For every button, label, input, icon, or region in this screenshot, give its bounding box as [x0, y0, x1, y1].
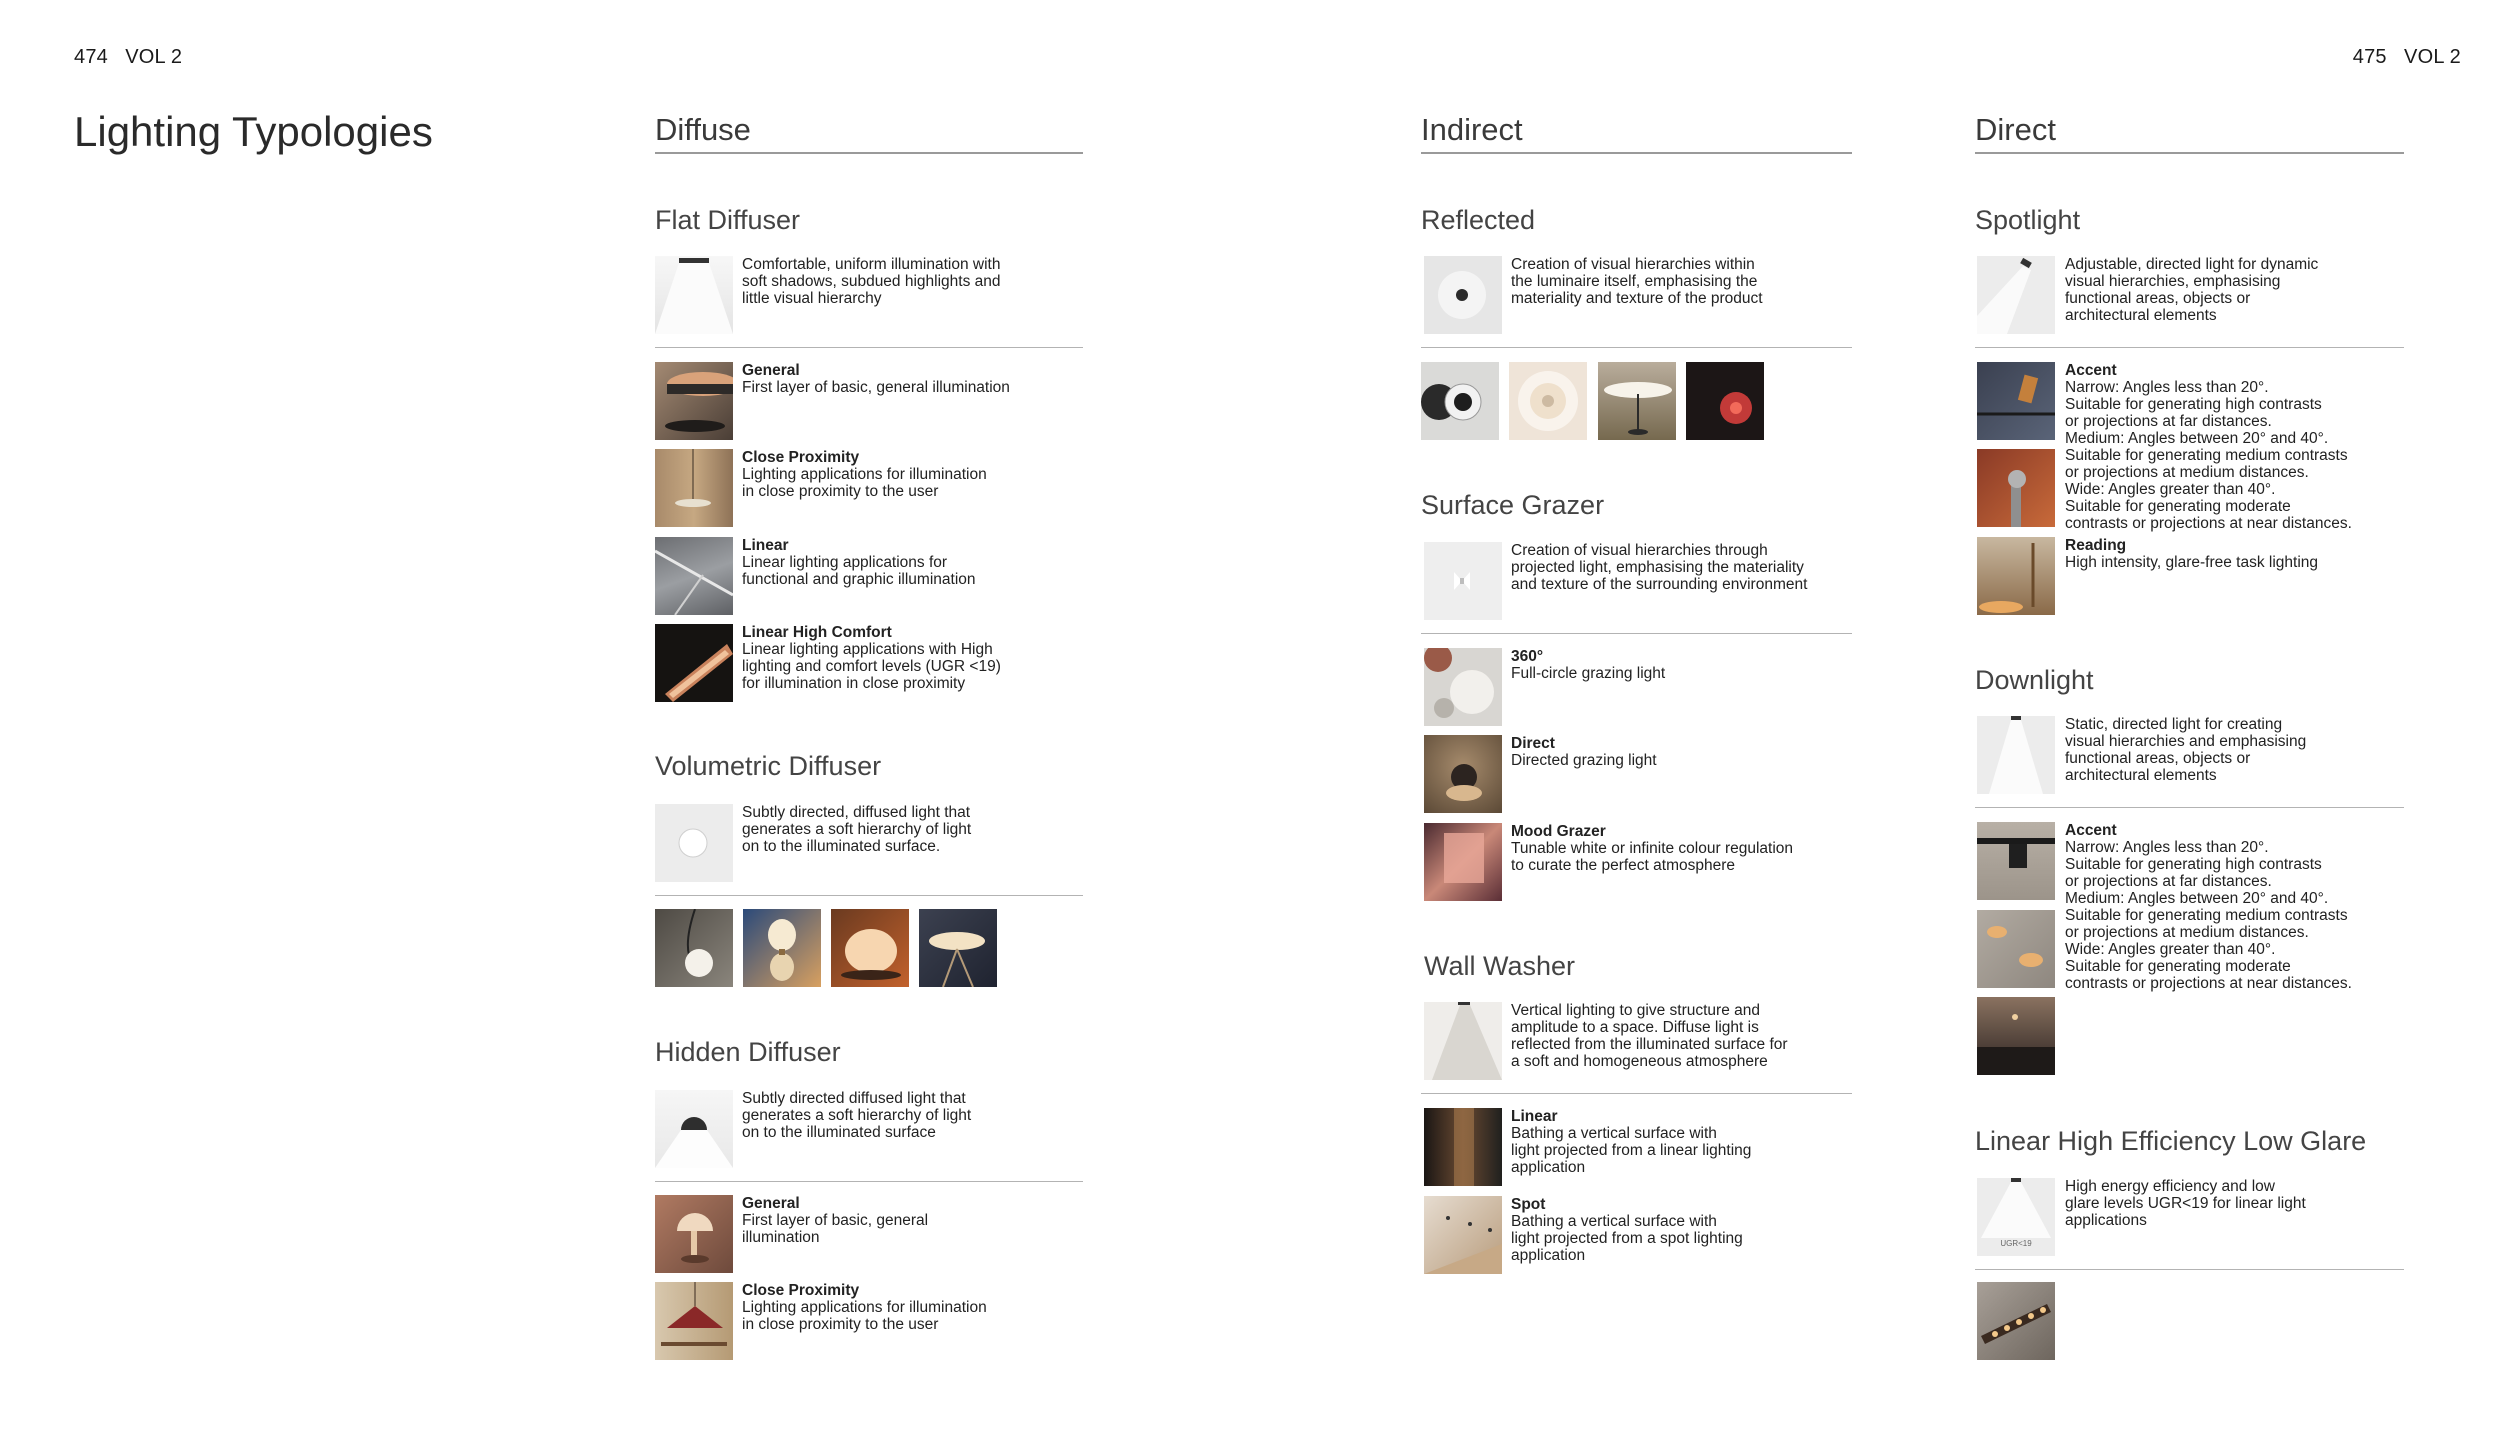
volumetric-diffuser-icon [655, 804, 733, 882]
ugr-label: UGR<19 [2000, 1239, 2032, 1248]
volumetric-diffuser-title: Volumetric Diffuser [655, 751, 882, 781]
wall-washer-spot-item: Spot Bathing a vertical surface with light projected from a spot lighting application [1511, 1196, 1743, 1264]
reflected-description: Creation of visual hierarchies within the luminaire itself, emphasising the materiality and texture of the product [1511, 256, 1763, 307]
linear-high-efficiency-photo [1977, 1282, 2055, 1360]
spotlight-accent-photo-1 [1977, 362, 2055, 440]
downlight-accent-photo-2 [1977, 910, 2055, 988]
reflected-title: Reflected [1421, 205, 1536, 235]
downlight-accent-item: Accent Narrow: Angles less than 20°. Suitable for generating high contrasts or projections at far distances. Medium: Angles between 20° and 40°. Suitable for generating medium contrasts or projections at medium distances. Wide: Angles greater than 40°. Suitable for generating moderate contrasts or projections at near distances. [2065, 822, 2352, 992]
mood-grazer-item: Mood Grazer Tunable white or infinite colour regulation to curate the perfect atmosphere [1511, 823, 1794, 874]
section-divider [1421, 1093, 1852, 1094]
linear-high-efficiency-description: High energy efficiency and low glare levels UGR<19 for linear light applications [2065, 1178, 2306, 1229]
section-divider [655, 1181, 1083, 1182]
reflected-photo-4 [1686, 362, 1764, 440]
surface-grazer-icon [1424, 542, 1502, 620]
section-divider [1421, 347, 1852, 348]
flat-diffuser-icon [655, 256, 733, 334]
wall-washer-title: Wall Washer [1424, 951, 1576, 981]
direct-column-title: Direct [1975, 112, 2056, 147]
downlight-icon [1977, 716, 2055, 794]
grazer-direct-item: Direct Directed grazing light [1511, 735, 1657, 769]
flat-linear-high-comfort-item: Linear High Comfort Linear lighting applications with High lighting and comfort levels (UGR <19) for illumination in close proximity [742, 624, 1001, 692]
volumetric-photo-2 [743, 909, 821, 987]
wall-washer-linear-item: Linear Bathing a vertical surface with light projected from a linear lighting application [1511, 1108, 1752, 1176]
diffuse-column-rule [655, 152, 1083, 154]
wall-washer-spot-photo [1424, 1196, 1502, 1274]
grazer-direct-photo [1424, 735, 1502, 813]
diffuse-column-title: Diffuse [655, 112, 751, 147]
indirect-column-rule [1421, 152, 1852, 154]
linear-photo [655, 537, 733, 615]
surface-grazer-description: Creation of visual hierarchies through projected light, emphasising the materiality and texture of the surrounding environment [1511, 542, 1808, 593]
wall-washer-description: Vertical lighting to give structure and amplitude to a space. Diffuse light is reflected from the illuminated surface for a soft and homogeneous atmosphere [1511, 1002, 1788, 1070]
wall-washer-icon [1424, 1002, 1502, 1080]
volumetric-photo-4 [919, 909, 997, 987]
wall-washer-linear-photo [1424, 1108, 1502, 1186]
flat-close-proximity-item: Close Proximity Lighting applications for illumination in close proximity to the user [742, 449, 987, 500]
spotlight-icon [1977, 256, 2055, 334]
section-divider [655, 895, 1083, 896]
direct-column-rule [1975, 152, 2404, 154]
downlight-accent-photo-1 [1977, 822, 2055, 900]
grazer-360-photo [1424, 648, 1502, 726]
spotlight-description: Adjustable, directed light for dynamic visual hierarchies, emphasising functional areas, objects or architectural elements [2065, 256, 2319, 324]
hidden-close-proximity-item: Close Proximity Lighting applications for illumination in close proximity to the user [742, 1282, 987, 1333]
spotlight-reading-item: Reading High intensity, glare-free task lighting [2065, 537, 2319, 571]
section-divider [1975, 1269, 2404, 1270]
volumetric-diffuser-description: Subtly directed, diffused light that generates a soft hierarchy of light on to the illuminated surface. [742, 804, 972, 855]
linear-high-efficiency-title: Linear High Efficiency Low Glare [1975, 1126, 2367, 1156]
close-proximity-photo [655, 449, 733, 527]
right-page-number: 475 VOL 2 [2352, 46, 2461, 68]
spotlight-title: Spotlight [1975, 205, 2081, 235]
reflected-photo-3 [1598, 362, 1676, 440]
flat-linear-item: Linear Linear lighting applications for functional and graphic illumination [742, 537, 976, 588]
surface-grazer-title: Surface Grazer [1421, 490, 1605, 520]
hidden-diffuser-icon [655, 1090, 733, 1168]
spotlight-reading-photo [1977, 537, 2055, 615]
section-divider [1975, 807, 2404, 808]
general-lamp-photo [655, 362, 733, 440]
hidden-close-proximity-photo [655, 1282, 733, 1360]
linear-high-efficiency-icon [1977, 1178, 2055, 1256]
hidden-general-photo [655, 1195, 733, 1273]
section-divider [1975, 347, 2404, 348]
hidden-diffuser-title: Hidden Diffuser [655, 1037, 841, 1067]
grazer-360-item: 360° Full-circle grazing light [1511, 648, 1666, 682]
hidden-general-item: General First layer of basic, general illumination [742, 1195, 929, 1246]
flat-diffuser-title: Flat Diffuser [655, 205, 801, 235]
hidden-diffuser-description: Subtly directed diffused light that generates a soft hierarchy of light on to the illuminated surface [742, 1090, 972, 1141]
downlight-title: Downlight [1975, 665, 2094, 695]
volumetric-photo-3 [831, 909, 909, 987]
section-divider [655, 347, 1083, 348]
indirect-column-title: Indirect [1421, 112, 1523, 147]
flat-diffuser-description: Comfortable, uniform illumination with soft shadows, subdued highlights and little visual hierarchy [742, 256, 1001, 307]
section-divider [1421, 633, 1852, 634]
linear-high-comfort-photo [655, 624, 733, 702]
downlight-accent-photo-3 [1977, 997, 2055, 1075]
downlight-description: Static, directed light for creating visual hierarchies and emphasising functional areas, objects or architectural elements [2065, 716, 2307, 784]
volumetric-photo-1 [655, 909, 733, 987]
reflected-photo-1 [1421, 362, 1499, 440]
reflected-icon [1424, 256, 1502, 334]
page-title: Lighting Typologies [74, 108, 433, 155]
mood-grazer-photo [1424, 823, 1502, 901]
flat-general-item: General First layer of basic, general illumination [742, 362, 1010, 396]
reflected-photo-2 [1509, 362, 1587, 440]
spotlight-accent-photo-2 [1977, 449, 2055, 527]
spotlight-accent-item: Accent Narrow: Angles less than 20°. Suitable for generating high contrasts or projections at far distances. Medium: Angles between 20° and 40°. Suitable for generating medium contrasts or projections at medium distances. Wide: Angles greater than 40°. Suitable for generating moderate contrasts or projections at near distances. [2065, 362, 2352, 532]
left-page-number: 474 VOL 2 [74, 46, 183, 68]
